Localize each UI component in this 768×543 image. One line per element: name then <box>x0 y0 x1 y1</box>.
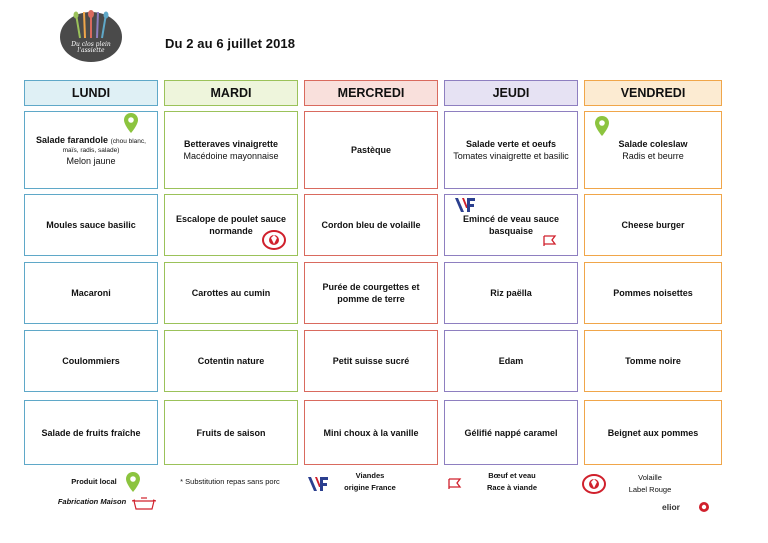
brand-mark-icon <box>698 501 710 513</box>
dish-name: Purée de courgettes et <box>322 282 420 292</box>
dish-detail: maïs, radis, salade) <box>62 146 120 154</box>
menu-cell-lundi-dessert <box>24 400 158 465</box>
dish-name: Petit suisse sucré <box>332 356 410 366</box>
page-title: Du 2 au 6 juillet 2018 <box>165 36 296 51</box>
dish-name-continued: pomme de terre <box>337 294 405 304</box>
legend-boeuf-line-1: Bœuf et veau <box>488 471 536 480</box>
dish-name-secondary: Melon jaune <box>66 155 116 166</box>
dish-name: Tomme noire <box>625 356 681 366</box>
menu-cell-mercredi-main <box>304 194 438 256</box>
utensils-icon <box>68 10 114 40</box>
dish-name: Gélifié nappé caramel <box>464 427 558 438</box>
dish-name: Emincé de veau sauce <box>462 214 560 224</box>
logo-text-line-2: l'assiette <box>77 47 105 54</box>
legend-label-rouge-icon <box>582 474 606 494</box>
dish-name-secondary: Radis et beurre <box>622 151 684 161</box>
legend-race-a-viande-icon <box>448 478 462 490</box>
dish-name: Betteraves vinaigrette <box>183 139 279 149</box>
dish-name: Macaroni <box>71 288 111 298</box>
dish-name: Cordon bleu de volaille <box>321 220 421 230</box>
day-header-lundi <box>24 80 158 106</box>
race-a-viande-icon <box>543 235 557 247</box>
local-product-pin-icon <box>595 116 609 136</box>
menu-cell-vendredi-cheese <box>584 330 722 392</box>
dish-name: Edam <box>498 356 524 366</box>
legend-pin-icon <box>126 472 140 492</box>
dish-name: Salade coleslaw <box>618 139 688 149</box>
dish-name: Fruits de saison <box>196 427 266 438</box>
day-header-mardi <box>164 80 298 106</box>
dish-name-continued: basquaise <box>488 226 534 236</box>
legend-boeuf-line-2: Race à viande <box>486 483 538 492</box>
menu-cell-jeudi-side <box>444 262 578 324</box>
menu-cell-mardi-dessert <box>164 400 298 465</box>
legend-volaille <box>622 472 678 496</box>
legend-viandes-line-2: origine France <box>344 483 396 492</box>
dish-name: Riz paëlla <box>490 288 532 298</box>
day-label: LUNDI <box>71 86 111 100</box>
day-header-jeudi <box>444 80 578 106</box>
dish-detail: (chou blanc, <box>110 137 146 145</box>
legend-viandes-origine <box>336 470 404 494</box>
dish-name: Cotentin nature <box>197 356 265 366</box>
menu-cell-mercredi-starter <box>304 111 438 189</box>
dish-name-secondary: Macédoine mayonnaise <box>183 151 279 161</box>
dish-name: Cheese burger <box>621 220 685 230</box>
legend-boeuf-veau <box>474 470 550 494</box>
menu-cell-jeudi-dessert <box>444 400 578 465</box>
dish-name: Beignet aux pommes <box>607 427 699 438</box>
menu-cell-mardi-side <box>164 262 298 324</box>
legend-volaille-line-2: Label Rouge <box>628 485 672 494</box>
day-label: VENDREDI <box>620 86 686 100</box>
menu-cell-mardi-starter <box>164 111 298 189</box>
brand-logo: elior <box>662 502 680 512</box>
day-label: JEUDI <box>492 86 530 100</box>
day-label: MARDI <box>210 86 252 100</box>
logo-text-line-1: Du clos plein <box>71 41 111 48</box>
menu-cell-lundi-cheese <box>24 330 158 392</box>
restaurant-logo <box>60 12 122 62</box>
dish-name: Moules sauce basilic <box>46 220 136 230</box>
local-product-pin-icon <box>124 113 138 133</box>
menu-cell-jeudi-starter <box>444 111 578 189</box>
day-header-mercredi <box>304 80 438 106</box>
menu-cell-mercredi-cheese <box>304 330 438 392</box>
cooking-pot-icon <box>132 497 156 511</box>
menu-cell-jeudi-cheese <box>444 330 578 392</box>
label-rouge-icon <box>262 230 286 250</box>
dish-name: Salade verte et oeufs <box>465 139 557 149</box>
legend-volaille-line-1: Volaille <box>638 473 662 482</box>
day-label: MERCREDI <box>337 86 405 100</box>
day-header-vendredi <box>584 80 722 106</box>
dish-name: Mini choux à la vanille <box>323 427 419 438</box>
viandes-francaises-icon <box>455 198 475 212</box>
legend-substitution: * Substitution repas sans porc <box>180 477 280 486</box>
dish-name-secondary: Tomates vinaigrette et basilic <box>453 151 569 161</box>
menu-cell-mercredi-side <box>304 262 438 324</box>
menu-cell-mercredi-dessert <box>304 400 438 465</box>
legend-viandes-line-1: Viandes <box>355 471 385 480</box>
dish-name: Pastèque <box>350 145 392 155</box>
legend-viandes-francaises-icon <box>308 477 328 491</box>
dish-name: Coulommiers <box>62 356 120 366</box>
dish-name: Pommes noisettes <box>613 288 693 298</box>
menu-cell-lundi-main <box>24 194 158 256</box>
legend-fabrication-maison: Fabrication Maison <box>57 497 127 506</box>
menu-cell-lundi-side <box>24 262 158 324</box>
dish-name: Escalope de poulet sauce <box>175 214 287 224</box>
menu-cell-vendredi-main <box>584 194 722 256</box>
dish-name: Carottes au cumin <box>191 288 271 298</box>
dish-name-continued: normande <box>209 226 253 236</box>
dish-name: Salade de fruits fraîche <box>41 427 141 438</box>
legend-produit-local: Produit local <box>71 477 117 486</box>
menu-cell-vendredi-dessert <box>584 400 722 465</box>
menu-cell-vendredi-side <box>584 262 722 324</box>
dish-name: Salade farandole <box>36 134 109 145</box>
logo-text <box>64 42 118 54</box>
menu-cell-mardi-cheese <box>164 330 298 392</box>
